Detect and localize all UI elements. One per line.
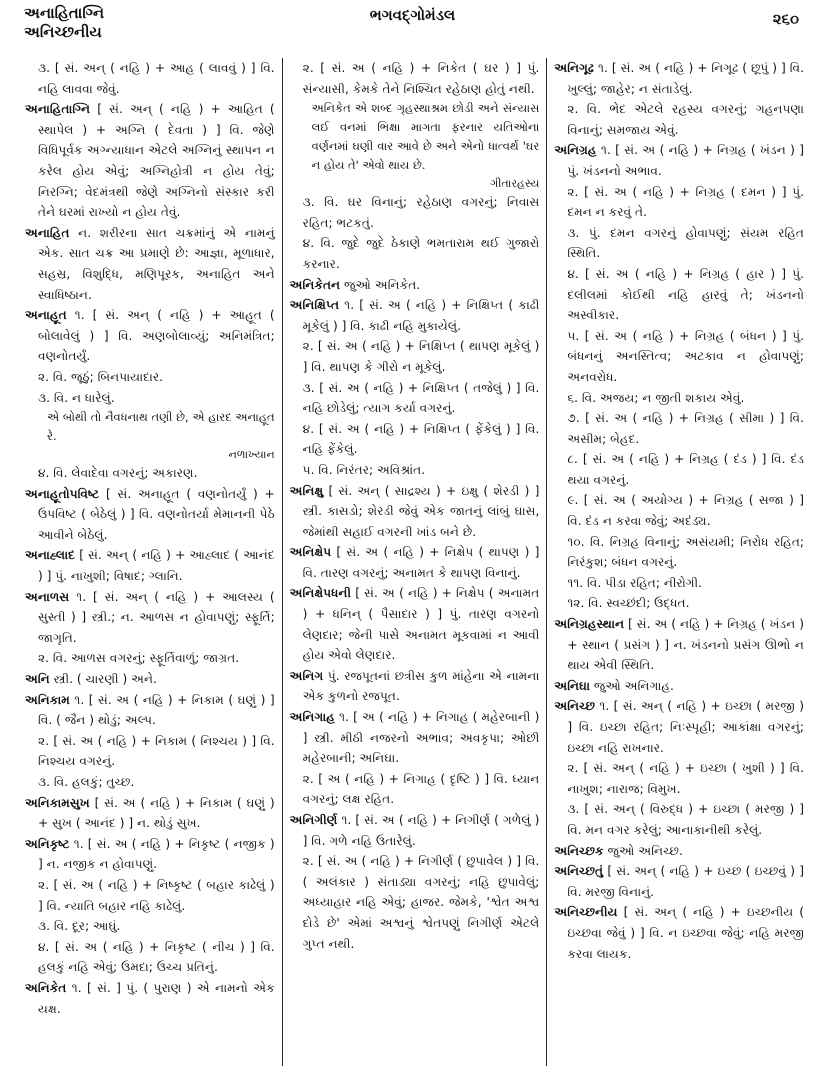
entry-sense xyxy=(25,648,275,669)
definition-text: [ સં. અ ( નહિ ) + નિકામ ( ઘણું ) + સુખ ( આનંદ ) ] ન. થોડું સુખ. xyxy=(38,795,275,831)
definition-text: ૬. વિ. અજય; ન જીતી શકાય એવું. xyxy=(567,390,745,405)
dictionary-entry xyxy=(290,583,540,665)
entry-sense xyxy=(290,192,540,233)
entry-sense xyxy=(554,490,804,531)
definition-text: ૧. [ સં. અન્ ( નહિ ) + આહૂત ( બોલાવેલું ) ] વિ. અણબોલાવ્યું; અનિમંત્રિત; વણનોતર્યું. xyxy=(38,308,275,364)
headword: અનાહૂત xyxy=(25,308,67,323)
quotation xyxy=(25,408,275,446)
entry-sense xyxy=(290,419,540,460)
definition-text: સ્ત્રી. ( ચારણી ) અને. xyxy=(53,672,157,687)
headword: અનિઘા xyxy=(554,678,590,693)
headword: અનિક્ષેપધની xyxy=(289,586,351,601)
definition-text: [ સં. અન્ ( નહિ ) + આહ્લાદ ( આનંદ ) ] પું. નાખુશી; વિષાદ; ગ્લાનિ. xyxy=(38,548,275,584)
entry-sense xyxy=(290,460,540,481)
definition-text: ૨. વિ. આળસ વગરનું; સ્ફૂર્તિવાળું; જાગ્રત. xyxy=(38,651,240,666)
dictionary-entry xyxy=(25,669,275,690)
definition-text: જુઓ અનિકેત. xyxy=(344,277,421,292)
headword: અનિકેતન xyxy=(289,277,341,292)
entry-sense xyxy=(290,378,540,419)
definition-text: ૧. [ સં. અ ( નહિ ) + નિક્ષિપ્ત ( કાઢી મૂકેલું ) ] વિ. કાઢી નહિ મુકાયેલું. xyxy=(302,298,540,333)
entry-sense xyxy=(554,182,804,223)
definition-text: ૨. [ સં. અ ( નહિ ) + નિગીર્ણ ( છુપાવેલ ) ] વિ. ( અલંકાર ) સંતાડ્યા વગરનું; નહિ છુપાવેલું; અધ્યાહાર નહિ એવું; હાજર. જેમકે, 'શ્વેત અશ્વ દોડે છે' એમાં અશ્વનું શ્વેતપણું નિગીર્ણ એટલે ગુપ્ત નથી. xyxy=(302,854,540,951)
headword: અનિચ્છ xyxy=(554,699,595,714)
definition-text: જુઓ અનિચ્છ. xyxy=(607,843,683,858)
entry-sense xyxy=(25,916,275,937)
page-header xyxy=(0,0,825,62)
headword: અનાહૂતોપવિષ્ટ xyxy=(25,486,100,501)
headword: અનિક્ષુ xyxy=(289,483,324,498)
definition-text: ૪. [ સં. અ ( નહિ ) + નિકૃષ્ટ ( નીચ ) ] વિ. હલકું નહિ એવું; ઉમદા; ઉચ્ચ પ્રતિનું. xyxy=(38,939,275,975)
headword: અનાહિત xyxy=(25,225,70,240)
dictionary-entry xyxy=(290,275,540,296)
entry-sense xyxy=(554,99,804,140)
definition-text: ૩. વિ. દૂર; આઘું. xyxy=(38,919,121,934)
headword: અનિચ્છતું xyxy=(554,864,604,879)
definition-text: ૨. [ સં. અ ( નહિ ) + નિગ્રહ ( દમન ) ] પું. દમન ન કરવું તે. xyxy=(567,184,805,220)
headword: અનિકૃષ્ટ xyxy=(25,836,70,851)
entry-sense xyxy=(554,223,804,264)
definition-text: ૮. [ સં. અ ( નહિ ) + નિગ્રહ ( દંડ ) ] વિ. દંડ થયા વગરનું. xyxy=(567,452,805,487)
headword: અનાળસ xyxy=(25,589,70,604)
quotation xyxy=(290,99,540,175)
dictionary-columns xyxy=(18,58,811,1066)
dictionary-entry xyxy=(554,58,804,99)
entry-sense xyxy=(554,388,804,409)
dictionary-entry xyxy=(25,305,275,367)
definition-text: [ સં. અનાહૂત ( વણનોતર્યું ) + ઉપવિષ્ટ ( બેઠેલું ) ] વિ. વણનોતર્યા મેમાનની પેઠે આવીને બેઠેલું. xyxy=(38,486,275,542)
headword: અનિગ્રહસ્થાન xyxy=(554,617,625,632)
definition-text: પું. રજપૂતનાં છત્રીસ કુળ માંહેના એ નામના એક કુળનો રજપૂત. xyxy=(302,668,540,704)
definition-text: ૪. વિ. લેવાદેવા વગરનું; અકારણ. xyxy=(38,466,198,481)
definition-text: એ બોથી તો નૈવધનાથ તણી છે, એ હારદ અનાહૂત રે. xyxy=(47,410,275,444)
definition-text: ૩. [ સં. અ ( નહિ ) + નિક્ષિપ્ત ( તજેલું ) ] વિ. નહિ છોડેલું; ત્યાગ કર્યા વગરનું. xyxy=(302,380,540,416)
definition-text: ૨. વિ. જૂઠું; બિનપાયાદાર. xyxy=(38,369,164,384)
definition-text: [ સં. અ ( નહિ ) + નિક્ષેપ ( અનામત ) + ધનિન્ ( પૈસાદાર ) ] પું. તારણ વગરનો લેણદાર; જેની પાસે અનામત મૂકવામાં ન આવી હોય એવો લેણદાર. xyxy=(302,586,540,663)
definition-text: ૪. [ સં. અ ( નહિ ) + નિક્ષિપ્ત ( ફેંકેલું ) ] વિ. નહિ ફેંકેલું. xyxy=(302,421,540,457)
definition-text: ૯. [ સં. અ ( અયોગ્ય ) + નિગ્રહ ( સજા ) ] વિ. દંડ ન કરવા જેવું; અદંડ્ય. xyxy=(567,493,805,529)
definition-text: ૨. [ સં. અ ( નહિ ) + નિષ્કૃષ્ટ ( બહાર કાઢેલું ) ] વિ. ન્યાતિ બહાર નહિ કાઢેલું. xyxy=(38,877,275,913)
headword: અનિકામસુખ xyxy=(25,795,90,810)
definition-text: ૪. [ સં. અ ( નહિ ) + નિગ્રહ ( હાર ) ] પું. દલીલમાં કોઈથી નહિ હારવું તે; ખંડનનો અસ્વીકાર. xyxy=(567,266,805,323)
definition-text: ૫. [ સં. અ ( નહિ ) + નિગ્રહ ( બંધન ) ] પું. બંધનનું અનસ્તિત્વ; અટકાવ ન હોવાપણું; અનવરોધ. xyxy=(567,328,805,384)
headword: અનાહિતાગ્નિ xyxy=(25,102,91,117)
dictionary-entry xyxy=(290,481,540,543)
headword: અનિગ xyxy=(289,668,324,683)
column-2 xyxy=(282,58,547,1066)
headword: અનિગૂઢ xyxy=(554,61,594,75)
headword: અનિકેત xyxy=(25,980,67,995)
quotation-source xyxy=(25,446,275,463)
definition-text: ૨. [ સં. અન્ ( નહિ ) + ઇચ્છા ( ખુશી ) ] વિ. નાખુશ; નારાજ; વિમુખ. xyxy=(567,761,805,796)
entry-sense xyxy=(25,772,275,793)
definition-text: ૧. [ સં. અ ( નહિ ) + નિગ્રહ ( ખંડન ) ] પું. ખંડનનો અભાવ. xyxy=(567,143,805,178)
dictionary-entry xyxy=(25,793,275,834)
definition-text: ૨. [ સં. અ ( નહિ ) + નિકેત ( ઘર ) ] પું. સંન્યાસી, કેમકે તેને નિશ્ચિત રહેઠાણ હોતું નથી. xyxy=(302,61,540,96)
entry-sense xyxy=(554,264,804,326)
dictionary-entry xyxy=(25,587,275,649)
definition-text: ૭. [ સં. અ ( નહિ ) + નિગ્રહ ( સીમા ) ] વિ. અસીમ; બેહદ. xyxy=(567,411,805,446)
entry-sense xyxy=(25,875,275,916)
entry-sense xyxy=(554,408,804,449)
entry-sense xyxy=(290,336,540,377)
entry-sense xyxy=(290,769,540,810)
headword: અનિકામ xyxy=(25,692,70,707)
dictionary-entry xyxy=(290,707,540,769)
guide-word-first: અનાહિતાગ્નિ xyxy=(24,4,105,22)
definition-text: [ સં. અન્ ( નહિ ) + ઇચ્છનીય ( ઇચ્છવા જેવું ) ] વિ. ન ઇચ્છવા જેવું; નહિ મરજી કરવા લાયક. xyxy=(567,905,805,961)
entry-sense xyxy=(25,463,275,484)
definition-text: ૧૦. વિ. નિગ્રહ વિનાનું; અસંયમી; નિરોધ રહિત; નિરંકુશ; બંધન વગરનું. xyxy=(567,534,805,570)
entry-sense xyxy=(554,449,804,490)
definition-text: જુઓ અનિગાહ. xyxy=(593,678,674,693)
dictionary-entry xyxy=(554,841,804,862)
definition-text: [ સં. અ ( નહિ ) + નિક્ષેપ ( થાપણ ) ] વિ. તારણ વગરનું; અનામત કે થાપણ વિનાનું. xyxy=(302,545,540,580)
quotation-source xyxy=(290,175,540,192)
dictionary-entry xyxy=(25,223,275,305)
definition-text: [ સં. અન્ ( નહિ ) + આહિત ( સ્થાપેલ ) + અગ્નિ ( દેવતા ) ] વિ. જેણે વિધિપૂર્વક અગ્ન્યાધાન એટલે અગ્નિનું સ્થાપન ન કરેલ હોય એવું; અગ્નિહોત્રી ન હોય તેવું; નિરગ્નિ; વેદમંત્રથી જેણે અગ્નિનો સંસ્કાર કરી તેને ઘરમાં રાખ્યો ન હોય તેવું. xyxy=(38,102,275,220)
dictionary-entry xyxy=(554,614,804,676)
dictionary-entry xyxy=(290,810,540,851)
definition-text: ૨. [ અ ( નહિ ) + નિગાહ ( દૃષ્ટિ ) ] વિ. ધ્યાન વગરનું; લક્ષ રહિત. xyxy=(302,771,540,807)
guide-word-last: અનિચ્છનીય xyxy=(24,23,102,41)
entry-sense xyxy=(554,593,804,614)
definition-text: ૨. વિ. ભેદ એટલે રહસ્ય વગરનું; ગહનપણા વિનાનું; સમજાય એવું. xyxy=(567,102,805,137)
headword: અનિગીર્ણ xyxy=(289,813,338,827)
dictionary-entry xyxy=(290,666,540,707)
dictionary-entry xyxy=(290,295,540,336)
definition-text: ૧. [ સં. અ ( નહિ ) + નિકામ ( ઘણું ) ] વિ. ( જૈન ) થોડું; અલ્પ. xyxy=(38,692,275,728)
definition-text: ૧૧. વિ. પીડા રહિત; નીરોગી. xyxy=(567,575,703,590)
headword: અનિચ્છનીય xyxy=(554,905,618,920)
column-1 xyxy=(18,58,282,1066)
dictionary-entry xyxy=(25,834,275,875)
definition-text: ૫. વિ. નિરંતર; અવિશ્રાંત. xyxy=(302,462,426,477)
definition-text: ૩. [ સં. અન્ ( વિરુદ્ધ ) + ઇચ્છા ( મરજી ) ] વિ. મન વગર કરેલું; આનાકાનીથી કરેલું. xyxy=(567,802,805,837)
headword: અનિચ્છક xyxy=(554,843,604,858)
definition-text: ગીતારહસ્ય xyxy=(490,177,540,191)
entry-sense xyxy=(554,573,804,594)
definition-text: ૪. વિ. જુદે જુદે ઠેકાણે ભમતારામ થઈ ગુજારો કરનાર. xyxy=(302,236,540,271)
definition-text: ૩. વિ. ન ધારેલું. xyxy=(38,390,115,405)
entry-sense xyxy=(554,326,804,388)
column-3 xyxy=(546,58,811,1066)
definition-text: [ સં. અન્ ( સાદ્રશ્ય ) + ઇક્ષુ ( શેરડી ) ] સ્ત્રી. કાસડો; શેરડી જેવું એક જાતનું લાંબું ઘાસ, જેમાંથી સહાઈ વગરની ખાંડ બને છે. xyxy=(302,483,540,539)
definition-text: ૧. [ અ ( નહિ ) + નિગાહ ( મહેરબાની ) ] સ્ત્રી. મીઠી નજરનો અભાવ; અવકૃપા; ઓછી મહેરબાની; અનિઘા. xyxy=(302,710,540,766)
definition-text: ૩. [ સં. અન્ ( નહિ ) + આહ ( લાવવું ) ] વિ. નહિ લાવવા જેવું. xyxy=(38,61,275,96)
entry-sense xyxy=(25,58,275,99)
definition-text: ૨. [ સં. અ ( નહિ ) + નિકામ ( નિશ્ચય ) ] વિ. નિશ્ચય વગરનું. xyxy=(38,733,275,769)
definition-text: [ સં. અન્ ( નહિ ) + ઇચ્છ ( ઇચ્છવું ) ] વિ. મરજી વિનાનું. xyxy=(567,864,805,899)
definition-text: ૩. વિ. ઘર વિનાનું; રહેઠાણ વગરનું; નિવાસ રહિત; ભટકતું. xyxy=(302,195,540,230)
dictionary-entry xyxy=(554,696,804,758)
dictionary-entry xyxy=(25,690,275,731)
definition-text: નળાખ્યાન xyxy=(228,448,275,462)
entry-sense xyxy=(290,58,540,99)
entry-sense xyxy=(554,532,804,573)
entry-sense xyxy=(290,233,540,274)
dictionary-entry xyxy=(25,978,275,1019)
entry-sense xyxy=(25,388,275,409)
definition-text: ૧૨. વિ. સ્વચ્છંદી; ઉદ્ધત. xyxy=(567,596,690,611)
definition-text: ૩. પું. દમન વગરનું હોવાપણું; સંયમ રહિત સ્થિતિ. xyxy=(567,225,805,261)
definition-text: ૩. વિ. હલકું; તુચ્છ. xyxy=(38,775,135,789)
definition-text: ૧. [ સં. અ ( નહિ ) + નિકૃષ્ટ ( નજીક ) ] ન. નજીક ન હોવાપણું. xyxy=(38,836,275,872)
dictionary-entry xyxy=(554,676,804,697)
dictionary-entry xyxy=(554,902,804,964)
book-title: ભગવદ્ગોમંડલ xyxy=(369,6,456,24)
definition-text: ૨. [ સં. અ ( નહિ ) + નિક્ષિપ્ત ( થાપણ મૂકેલું ) ] વિ. થાપણ કે ગીરો ન મૂકેલું. xyxy=(302,339,540,374)
entry-sense xyxy=(290,851,540,954)
entry-sense xyxy=(25,731,275,772)
definition-text: ૧. [ સં. ] પું. ( પુરાણ ) એ નામનો એક યક્ષ. xyxy=(38,980,275,1016)
definition-text: ૧. [ સં. અન્ ( નહિ ) + આલસ્ય ( સુસ્તી ) ] સ્ત્રી.; ન. આળસ ન હોવાપણું; સ્ફૂર્તિ; જાગૃતિ. xyxy=(38,589,275,645)
headword: અનિગ્રહ xyxy=(554,143,597,158)
headword: અનિ xyxy=(25,672,50,687)
page-number: ૨૬૦ xyxy=(772,10,799,28)
definition-text: ૧. [ સં. અ ( નહિ ) + નિગૂઢ ( છૂપું ) ] વિ. ખુલ્લું; જાહેર; ન સંતાડેલું. xyxy=(567,61,805,96)
dictionary-entry xyxy=(554,861,804,902)
dictionary-entry xyxy=(554,140,804,181)
entry-sense xyxy=(25,937,275,978)
headword: અનિક્ષિપ્ત xyxy=(289,298,340,313)
headword: અનિક્ષેપ xyxy=(289,545,332,560)
definition-text: ૧. [ સં. અ ( નહિ ) + નિગીર્ણ ( ગળેલું ) ] વિ. ગળે નહિ ઉતારેલું. xyxy=(302,813,540,848)
entry-sense xyxy=(554,758,804,799)
dictionary-entry xyxy=(25,545,275,586)
headword: અનાહ્લાદ xyxy=(25,548,75,563)
dictionary-entry xyxy=(290,542,540,583)
definition-text: અનિકેત એ શબ્દ ગૃહસ્થાશ્રમ છોડી અને સંન્યાસ લઈ વનમાં ભિક્ષા માગતા ફરનાર યતિઓના વર્ણનમાં ઘણી વાર આવે છે અને એનો ધાત્વર્થ 'ઘર ન હોય તે' એવો થાય છે. xyxy=(311,101,540,173)
dictionary-entry xyxy=(25,484,275,546)
definition-text: [ સં. અ ( નહિ ) + નિગ્રહ ( ખંડન ) + સ્થાન ( પ્રસંગ ) ] ન. ખંડનનો પ્રસંગ ઊભો ન થાય એવી સ્થિતિ. xyxy=(567,617,805,673)
definition-text: ૧. [ સં. અન્ ( નહિ ) + ઇચ્છા ( મરજી ) ] વિ. ઇચ્છા રહિત; નિઃસ્પૃહી; આકાંક્ષા વગરનું; ઇચ્છા નહિ રાખનાર. xyxy=(567,699,805,755)
entry-sense xyxy=(554,799,804,840)
definition-text: ન. શરીરના સાત ચક્રમાંનું એ નામનું એક. સાત ચક્ર આ પ્રમાણે છે: આજ્ઞા, મૂળાધાર, સહસ્ર, વિશુદ્ધિ, મણિપૂરક, અનાહિત અને સ્વાધિષ્ઠાન. xyxy=(38,225,275,302)
entry-sense xyxy=(25,367,275,388)
dictionary-entry xyxy=(25,99,275,223)
headword: અનિગાહ xyxy=(289,710,335,725)
